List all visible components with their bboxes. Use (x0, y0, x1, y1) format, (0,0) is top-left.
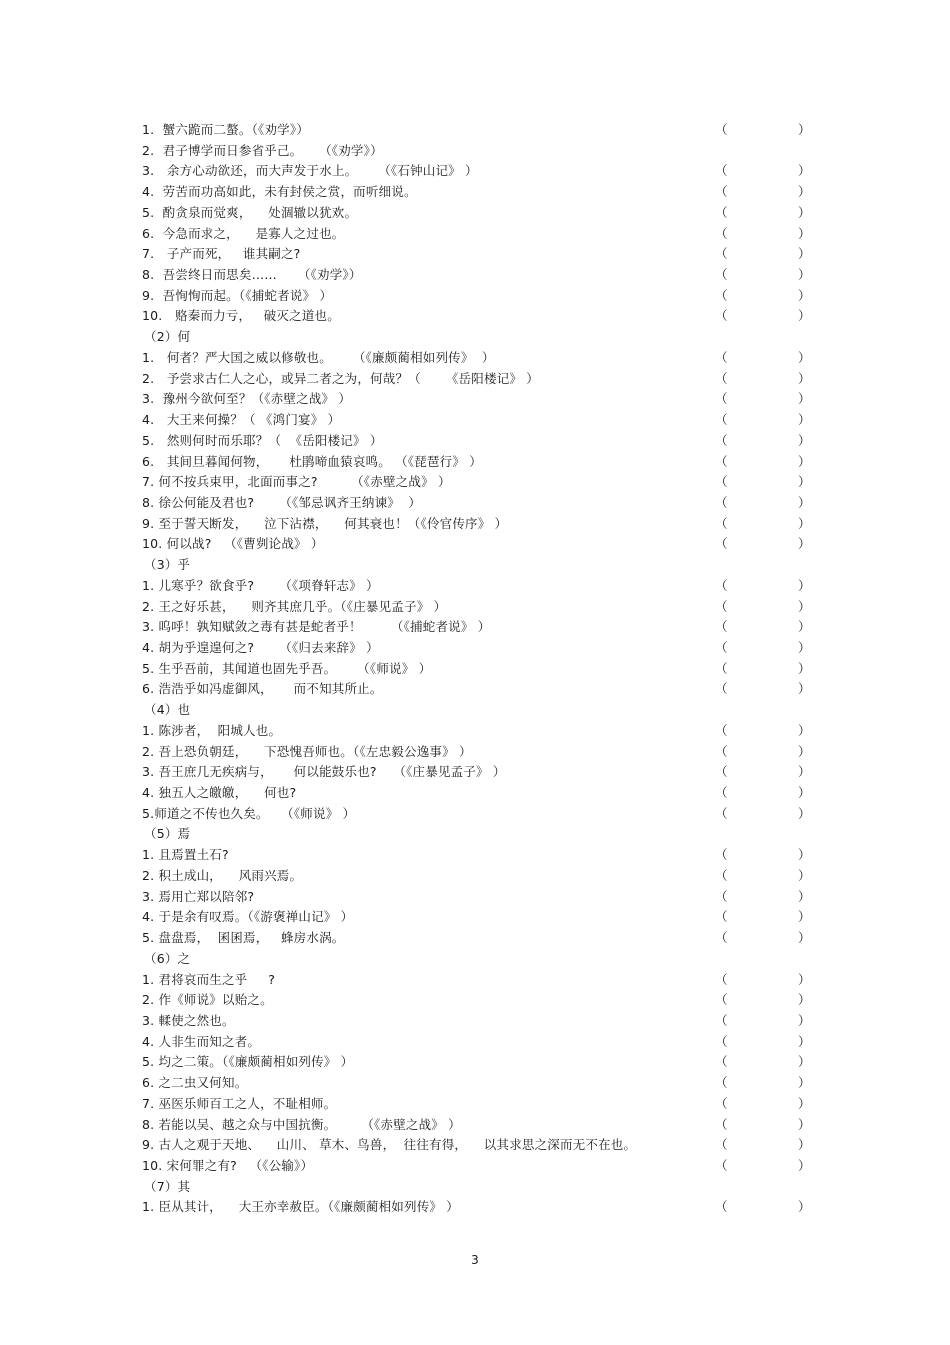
exercise-sentence: 2. 予尝求古仁人之心，或异二者之为，何哉？（ 《岳阳楼记》 ） (142, 370, 539, 386)
answer-blank-close-paren: ） (798, 494, 811, 510)
exercise-sentence: 4. 大王来何操？（ 《鸿门宴》 ） (142, 412, 341, 428)
exercise-item (142, 451, 812, 472)
exercise-item (142, 616, 812, 637)
answer-blank-open-paren[interactable]: （ (715, 515, 728, 531)
exercise-sentence: 7. 何不按兵束甲，北面而事之? （《赤壁之战》 ） (142, 474, 451, 490)
section-heading-text: （7）其 (144, 1178, 191, 1194)
answer-blank-open-paren[interactable]: （ (715, 1012, 728, 1028)
exercise-item (142, 202, 812, 223)
exercise-sentence: 3. 余方心动欲还，而大声发于水上。 （《石钟山记》 ） (142, 163, 478, 179)
answer-blank-open-paren[interactable]: （ (715, 619, 728, 635)
answer-blank-open-paren[interactable]: （ (715, 992, 728, 1008)
exercise-sentence: 10. 赂秦而力亏， 破灭之道也。 (142, 308, 340, 324)
answer-blank-open-paren[interactable]: （ (715, 867, 728, 883)
answer-blank-open-paren[interactable]: （ (715, 722, 728, 738)
exercise-item (142, 637, 812, 658)
exercise-item (142, 782, 812, 803)
exercise-sentence: 2. 王之好乐甚， 则齐其庶几乎。（《庄暴见孟子》 ） (142, 598, 447, 614)
answer-blank-open-paren[interactable]: （ (715, 122, 728, 137)
answer-blank-close-paren: ） (798, 743, 811, 759)
section-heading (142, 1176, 812, 1197)
answer-blank-open-paren[interactable]: （ (715, 432, 728, 448)
answer-blank-close-paren: ） (798, 909, 811, 925)
answer-blank-close-paren: ） (798, 1075, 811, 1091)
answer-blank-close-paren: ） (798, 681, 811, 697)
exercise-item (142, 886, 812, 907)
exercise-item (142, 720, 812, 741)
exercise-item (142, 119, 812, 140)
answer-blank-open-paren[interactable]: （ (715, 805, 728, 821)
exercise-item (142, 160, 812, 181)
answer-blank-open-paren[interactable]: （ (715, 267, 728, 283)
answer-blank-close-paren: ） (798, 349, 811, 365)
answer-blank-close-paren: ） (798, 412, 811, 428)
answer-blank-close-paren: ） (798, 204, 811, 220)
answer-blank-close-paren: ） (798, 640, 811, 655)
exercise-item (142, 1093, 812, 1114)
exercise-sentence: 5. 酌贪泉而觉爽， 处涸辙以犹欢。 (142, 204, 358, 220)
exercise-item (142, 1196, 812, 1217)
exercise-sentence: 5. 盘盘焉， 囷囷焉， 蜂房水涡。 (142, 930, 345, 946)
exercise-sentence: 3. 吾王庶几无疾病与， 何以能鼓乐也? （《庄暴见孟子》 ） (142, 764, 506, 780)
exercise-sentence: 2. 积土成山， 风雨兴焉。 (142, 867, 303, 883)
exercise-sentence: 7. 巫医乐师百工之人，不耻相师。 (142, 1095, 337, 1111)
exercise-item (142, 596, 812, 617)
exercise-item (142, 181, 812, 202)
exercise-sentence: 5. 然则何时而乐耶？（ 《岳阳楼记》 ） (142, 432, 383, 448)
section-heading (142, 326, 812, 347)
answer-blank-open-paren[interactable]: （ (715, 308, 728, 324)
exercise-item (142, 347, 812, 368)
answer-blank-open-paren[interactable]: （ (715, 184, 728, 200)
exercise-item (142, 305, 812, 326)
exercise-sentence: 4. 人非生而知之者。 (142, 1033, 261, 1049)
exercise-sentence: 1. 君将哀而生之乎 ? (142, 971, 276, 987)
answer-blank-close-paren: ） (798, 246, 811, 262)
exercise-item (142, 1114, 812, 1135)
exercise-item (142, 1051, 812, 1072)
exercise-sentence: 5. 生乎吾前，其闻道也固先乎吾。 （《师说》 ） (142, 660, 432, 676)
answer-blank-close-paren: ） (798, 888, 811, 904)
answer-blank-open-paren[interactable]: （ (715, 163, 728, 179)
section-heading (142, 948, 812, 969)
exercise-item (142, 844, 812, 865)
answer-blank-close-paren: ） (798, 225, 811, 241)
exercise-sentence: 10. 宋何罪之有? （《公输》） (142, 1158, 314, 1173)
exercise-item (142, 803, 812, 824)
exercise-item (142, 865, 812, 886)
exercise-item (142, 223, 812, 244)
exercise-sentence: 4. 胡为乎遑遑何之? （《归去来辞》 ） (142, 640, 379, 655)
answer-blank-open-paren[interactable]: （ (715, 681, 728, 697)
answer-blank-open-paren[interactable]: （ (715, 1095, 728, 1111)
answer-blank-open-paren[interactable]: （ (715, 660, 728, 676)
answer-blank-close-paren: ） (798, 1095, 811, 1111)
exercise-item (142, 969, 812, 990)
answer-blank-close-paren: ） (798, 1033, 811, 1049)
answer-blank-open-paren[interactable]: （ (715, 743, 728, 759)
answer-blank-close-paren: ） (798, 847, 811, 863)
exercise-item (142, 927, 812, 948)
exercise-item (142, 575, 812, 596)
answer-blank-open-paren[interactable]: （ (715, 909, 728, 925)
exercise-sentence: 9. 至于誓天断发， 泣下沾襟， 何其衰也！（《伶官传序》 ） (142, 515, 508, 531)
answer-blank-close-paren: ） (798, 660, 811, 676)
exercise-sentence: 5.师道之不传也久矣。 （《师说》 ） (142, 805, 356, 821)
answer-blank-close-paren: ） (798, 971, 811, 987)
answer-blank-close-paren: ） (798, 619, 811, 635)
answer-blank-close-paren: ） (798, 1012, 811, 1028)
answer-blank-open-paren[interactable]: （ (715, 494, 728, 510)
exercise-sentence: 3. 輮使之然也。 (142, 1012, 235, 1028)
section-heading (142, 823, 812, 844)
answer-blank-close-paren: ） (798, 930, 811, 946)
answer-blank-close-paren: ） (798, 1199, 811, 1215)
answer-blank-close-paren: ） (798, 122, 811, 137)
answer-blank-close-paren: ） (798, 764, 811, 780)
answer-blank-open-paren[interactable]: （ (715, 370, 728, 386)
exercise-item (142, 409, 812, 430)
answer-blank-open-paren[interactable]: （ (715, 1116, 728, 1132)
section-heading-text: （3）乎 (144, 557, 191, 573)
page-number: 3 (471, 1253, 479, 1267)
answer-blank-close-paren: ） (798, 267, 811, 283)
exercise-item (142, 513, 812, 534)
answer-blank-close-paren: ） (798, 391, 811, 407)
exercise-item (142, 285, 812, 306)
answer-blank-open-paren[interactable]: （ (715, 204, 728, 220)
answer-blank-open-paren[interactable]: （ (715, 536, 728, 552)
exercise-item (142, 533, 812, 554)
exercise-item (142, 471, 812, 492)
exercise-sentence: 1. 且焉置土石? (142, 847, 229, 863)
exercise-item (142, 1072, 812, 1093)
exercise-item (142, 1010, 812, 1031)
answer-blank-open-paren[interactable]: （ (715, 764, 728, 780)
exercise-sentence: 6. 今急而求之， 是寡人之过也。 (142, 225, 345, 241)
section-heading-text: （6）之 (144, 950, 191, 966)
exercise-sentence: 1. 臣从其计， 大王亦幸赦臣。（《廉颇蔺相如列传》 ） (142, 1199, 459, 1215)
answer-blank-close-paren: ） (798, 1158, 811, 1173)
answer-blank-open-paren[interactable]: （ (715, 930, 728, 946)
answer-blank-close-paren: ） (798, 184, 811, 200)
answer-blank-close-paren: ） (798, 453, 811, 469)
exercise-sentence: 1. 陈涉者， 阳城人也。 (142, 722, 282, 738)
answer-blank-open-paren[interactable]: （ (715, 971, 728, 987)
answer-blank-open-paren[interactable]: （ (715, 1075, 728, 1091)
answer-blank-open-paren[interactable]: （ (715, 785, 728, 801)
answer-blank-close-paren: ） (798, 163, 811, 179)
exercise-sentence: 5. 均之二策。（《廉颇蔺相如列传》 ） (142, 1054, 354, 1070)
answer-blank-close-paren: ） (798, 867, 811, 883)
exercise-item (142, 492, 812, 513)
exercise-item (142, 1155, 812, 1176)
exercise-sentence: 2. 作《师说》以贻之。 (142, 992, 273, 1008)
answer-blank-open-paren[interactable]: （ (715, 598, 728, 614)
exercise-sentence: 3. 豫州今欲何至？（《赤壁之战》 ） (142, 391, 352, 407)
exercise-item (142, 264, 812, 285)
exercise-item (142, 140, 812, 161)
section-heading-text: （5）焉 (144, 826, 191, 842)
answer-blank-close-paren: ） (798, 577, 811, 593)
exercise-sentence: 6. 其间旦暮闻何物， 杜鹃啼血猿哀鸣。 （《琵琶行》 ） (142, 453, 482, 469)
answer-blank-close-paren: ） (798, 432, 811, 448)
answer-blank-close-paren: ） (798, 1054, 811, 1070)
exercise-item (142, 989, 812, 1010)
answer-blank-close-paren: ） (798, 474, 811, 490)
answer-blank-close-paren: ） (798, 722, 811, 738)
exercise-item (142, 1031, 812, 1052)
answer-blank-close-paren: ） (798, 308, 811, 324)
answer-blank-open-paren[interactable]: （ (715, 1054, 728, 1070)
exercise-item (142, 368, 812, 389)
exercise-item (142, 388, 812, 409)
answer-blank-close-paren: ） (798, 598, 811, 614)
exercise-sentence: 3. 焉用亡郑以陪邻? (142, 888, 255, 904)
answer-blank-open-paren[interactable]: （ (715, 391, 728, 407)
answer-blank-open-paren[interactable]: （ (715, 640, 728, 655)
exercise-item (142, 906, 812, 927)
answer-blank-open-paren[interactable]: （ (715, 1199, 728, 1215)
exercise-sentence: 7. 子产而死， 谁其嗣之? (142, 246, 301, 262)
answer-blank-open-paren[interactable]: （ (715, 287, 728, 303)
answer-blank-open-paren[interactable]: （ (715, 1137, 728, 1153)
exercise-item (142, 1134, 812, 1155)
exercise-sentence: 6. 之二虫又何知。 (142, 1075, 248, 1091)
answer-blank-close-paren: ） (798, 370, 811, 386)
answer-blank-open-paren[interactable]: （ (715, 453, 728, 469)
answer-blank-open-paren[interactable]: （ (715, 847, 728, 863)
answer-blank-close-paren: ） (798, 785, 811, 801)
answer-blank-open-paren[interactable]: （ (715, 1033, 728, 1049)
exercise-sentence: 1. 蟹六跪而二螯。（《劝学》） (142, 122, 310, 137)
answer-blank-close-paren: ） (798, 1137, 811, 1153)
answer-blank-open-paren[interactable]: （ (715, 225, 728, 241)
answer-blank-open-paren[interactable]: （ (715, 1158, 728, 1173)
exercise-sentence: 4. 于是余有叹焉。（《游褒禅山记》 ） (142, 909, 354, 925)
exercise-item (142, 430, 812, 451)
answer-blank-close-paren: ） (798, 515, 811, 531)
exercise-sentence: 4. 劳苦而功高如此，未有封侯之赏，而听细说。 (142, 184, 417, 200)
answer-blank-close-paren: ） (798, 287, 811, 303)
answer-blank-open-paren[interactable]: （ (715, 412, 728, 428)
exercise-sentence: 2. 吾上恐负朝廷， 下恐愧吾师也。（《左忠毅公逸事》 ） (142, 743, 472, 759)
exercise-sentence: 1. 儿寒乎？欲食乎? （《项脊轩志》 ） (142, 577, 379, 593)
exercise-sentence: 8. 徐公何能及君也? （《邹忌讽齐王纳谏》 ） (142, 494, 422, 510)
section-heading-text: （4）也 (144, 702, 191, 718)
exercise-sentence: 3. 呜呼！孰知赋敛之毒有甚是蛇者乎！ （《捕蛇者说》 ） (142, 619, 491, 635)
exercise-sentence: 8. 若能以吴、越之众与中国抗衡。 （《赤壁之战》 ） (142, 1116, 461, 1132)
section-heading-text: （2）何 (144, 329, 191, 345)
exercise-item (142, 243, 812, 264)
answer-blank-close-paren: ） (798, 536, 811, 552)
exercise-sentence: 1. 何者？严大国之威以修敬也。 （《廉颇蔺相如列传》 ） (142, 349, 495, 365)
answer-blank-open-paren[interactable]: （ (715, 474, 728, 490)
section-heading (142, 554, 812, 575)
answer-blank-open-paren[interactable]: （ (715, 577, 728, 593)
exercise-sentence: 8. 吾尝终日而思矣…… （《劝学》） (142, 267, 362, 283)
section-heading (142, 699, 812, 720)
exercise-sentence: 2. 君子博学而日参省乎己。 （《劝学》） (142, 142, 383, 158)
answer-blank-open-paren[interactable]: （ (715, 246, 728, 262)
exercise-item (142, 741, 812, 762)
exercise-item (142, 761, 812, 782)
exercise-sentence: 4. 独五人之皦皦， 何也? (142, 785, 297, 801)
exercise-sentence: 9. 古人之观于天地、 山川、 草木、鸟兽， 往往有得， 以其求思之深而无不在也。 (142, 1137, 637, 1153)
answer-blank-close-paren: ） (798, 1116, 811, 1132)
answer-blank-open-paren[interactable]: （ (715, 349, 728, 365)
exercise-item (142, 658, 812, 679)
answer-blank-open-paren[interactable]: （ (715, 888, 728, 904)
exercise-item (142, 678, 812, 699)
exercise-sentence: 6. 浩浩乎如冯虚御风， 而不知其所止。 (142, 681, 383, 697)
answer-blank-close-paren: ） (798, 805, 811, 821)
exercise-sentence: 10. 何以战? （《曹刿论战》 ） (142, 536, 324, 552)
exercise-sentence: 9. 吾恂恂而起。（《捕蛇者说》 ） (142, 287, 333, 303)
answer-blank-close-paren: ） (798, 992, 811, 1008)
